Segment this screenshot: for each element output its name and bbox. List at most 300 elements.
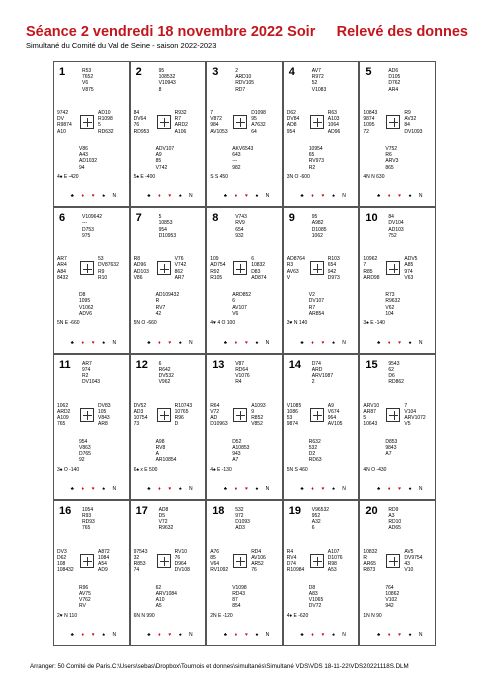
deal-number: 8 xyxy=(212,212,219,225)
suit-icon: ♦ xyxy=(311,632,314,639)
suit-icon: N xyxy=(112,632,117,639)
compass-box xyxy=(80,408,94,422)
deal-number: 17 xyxy=(135,504,148,517)
east-hand: A9 V674 964 AV105 xyxy=(327,402,343,428)
east-hand: R103 654 942 D973 xyxy=(327,256,340,281)
par-contract: 4♠ E -420 xyxy=(57,174,79,180)
suit-icon: ♠ xyxy=(179,485,182,492)
tricks-table xyxy=(210,474,273,500)
east-hand: R9 AV32 84 DV1093 xyxy=(404,110,423,135)
south-hand: AKV6543 643 --- 982 xyxy=(232,146,254,171)
footer-text: Arranger: 50 Comité de Paris.C:\Users\sebas\Dropbox\Tournois et donnes\simultanés\Simultané VDS\VDS 18-11-22\VDS20221118S.DLM xyxy=(30,663,409,670)
suit-icon: ♠ xyxy=(332,193,335,200)
deal-card xyxy=(53,207,130,353)
suit-icon: ♣ xyxy=(300,193,304,200)
suit-icon: N xyxy=(342,193,346,200)
compass-box xyxy=(386,408,400,422)
west-hand: 84 DV64 76 RD953 xyxy=(133,110,150,135)
east-hand: DV83 105 V843 AR8 xyxy=(98,402,111,428)
compass-box xyxy=(386,115,400,129)
deal-card xyxy=(283,61,360,207)
suit-icon: ♦ xyxy=(387,485,391,492)
tricks-table xyxy=(210,620,273,646)
suit-icon: ♦ xyxy=(81,485,85,492)
suit-icon: ♦ xyxy=(158,485,161,492)
east-hand: ADV5 A85 974 V63 xyxy=(404,256,418,281)
suit-icon: ♣ xyxy=(147,632,151,639)
deal-card xyxy=(359,207,436,353)
south-hand: V86 A43 AD1032 94 xyxy=(79,146,98,171)
tricks-header xyxy=(363,193,426,199)
suit-icon: ♥ xyxy=(398,193,402,200)
suit-icon: ♠ xyxy=(179,339,182,346)
east-hand: 6 10832 D83 AD874 xyxy=(251,256,267,281)
west-hand: 97543 32 R853 74 xyxy=(133,548,148,574)
north-hand: AV7 R972 52 V1083 xyxy=(311,68,327,93)
tricks-table xyxy=(134,474,197,500)
tricks-header xyxy=(210,340,273,346)
par-contract: 5N S 460 xyxy=(286,466,308,473)
compass-box xyxy=(157,261,171,275)
tricks-header xyxy=(210,193,273,199)
par-contract: 3♥ N 140 xyxy=(286,320,308,327)
north-hand: V743 RV9 654 932 xyxy=(235,214,247,239)
west-hand: V1085 1086 53 9874 xyxy=(286,402,302,428)
suit-icon: N xyxy=(265,339,270,346)
suit-icon: ♦ xyxy=(81,632,85,639)
tricks-header xyxy=(134,632,197,638)
deal-number: 10 xyxy=(365,212,378,225)
deal-card xyxy=(359,500,436,646)
par-contract: 4N N 630 xyxy=(363,174,385,180)
west-hand: 1062 ARD2 A109 765 xyxy=(57,402,71,428)
suit-icon: ♦ xyxy=(311,193,314,200)
tricks-header xyxy=(287,632,350,638)
suit-icon: ♠ xyxy=(102,632,106,639)
suit-icon: ♣ xyxy=(70,485,74,492)
west-hand: DV3 D62 108 108432 xyxy=(57,548,74,574)
west-hand: A76 85 V64 RV1092 xyxy=(210,548,229,574)
tricks-header xyxy=(363,632,426,638)
tricks-table xyxy=(134,620,197,646)
suit-icon: ♥ xyxy=(321,632,325,639)
suit-icon: N xyxy=(418,339,423,346)
suit-icon: ♠ xyxy=(408,193,412,200)
east-hand: RV10 76 D964 DV108 xyxy=(174,548,190,574)
west-hand: DV52 AD3 10754 73 xyxy=(133,402,148,428)
suit-icon: ♠ xyxy=(408,485,412,492)
south-hand: ADV107 A9 85 V742 xyxy=(155,146,175,171)
par-contract: 6♠ x E 500 xyxy=(133,466,158,473)
deal-number: 4 xyxy=(288,66,295,78)
tricks-header xyxy=(134,340,197,346)
deal-card xyxy=(130,61,207,207)
suit-icon: ♣ xyxy=(70,632,74,639)
tricks-table xyxy=(287,327,350,353)
tricks-table xyxy=(363,474,426,500)
deal-card xyxy=(206,207,283,353)
page-subtitle: Simultané du Comité du Val de Seine - saison 2022-2023 xyxy=(26,41,217,50)
par-contract: 5N E -660 xyxy=(57,320,80,327)
suit-icon: ♠ xyxy=(255,193,259,200)
suit-icon: N xyxy=(112,339,117,346)
suit-icon: N xyxy=(342,485,346,492)
suit-icon: ♦ xyxy=(158,193,161,200)
suit-icon: ♣ xyxy=(147,339,151,346)
south-hand: R73 R9632 V62 104 xyxy=(385,292,401,317)
par-contract: 2N E -120 xyxy=(210,612,233,619)
tricks-table xyxy=(134,327,197,353)
compass-box xyxy=(157,408,171,422)
suit-icon: N xyxy=(189,485,193,492)
tricks-header xyxy=(363,340,426,346)
suit-icon: ♠ xyxy=(332,632,335,639)
suit-icon: ♠ xyxy=(332,485,335,492)
deal-number: 6 xyxy=(59,212,66,225)
suit-icon: ♦ xyxy=(234,632,238,639)
deal-number: 12 xyxy=(135,358,148,371)
west-hand: 109 AD754 R92 R105 xyxy=(210,256,226,281)
suit-icon: N xyxy=(265,485,270,492)
suit-icon: ♦ xyxy=(387,632,391,639)
north-hand: 5 10853 954 D10953 xyxy=(158,214,177,239)
suit-icon: ♦ xyxy=(234,485,238,492)
suit-icon: ♦ xyxy=(158,339,161,346)
west-hand: R4 RV4 D74 R10984 xyxy=(286,548,305,574)
east-hand: A1093 9 R852 V852 xyxy=(251,402,266,428)
deal-number: 1 xyxy=(59,66,66,78)
compass-box xyxy=(310,115,324,129)
south-hand: ARD852 6 AV107 V6 xyxy=(232,292,252,317)
east-hand: AD10 R1098 5 RD632 xyxy=(98,110,114,135)
suit-icon: ♠ xyxy=(255,632,259,639)
tricks-header xyxy=(287,193,350,199)
suit-icon: ♥ xyxy=(91,339,95,346)
tricks-header xyxy=(57,632,120,638)
north-hand: D74 ARD ARV1087 2 xyxy=(311,360,334,386)
suit-icon: ♣ xyxy=(300,485,304,492)
tricks-header xyxy=(134,486,197,492)
suit-icon: ♣ xyxy=(70,339,74,346)
east-hand: R10743 10765 R96 D xyxy=(174,402,193,428)
suit-icon: N xyxy=(342,632,346,639)
south-hand: D8 A83 V1065 DV72 xyxy=(308,584,324,610)
deal-card xyxy=(130,354,207,500)
suit-icon: ♠ xyxy=(332,339,335,346)
south-hand: D52 A10853 943 A7 xyxy=(232,438,250,464)
west-hand: D62 DV84 AD8 954 xyxy=(286,110,300,135)
deal-number: 3 xyxy=(212,66,219,78)
north-hand: 9543 62 D6 RD862 xyxy=(388,360,404,386)
tricks-table xyxy=(287,620,350,646)
par-contract: 4♠ E -130 xyxy=(210,466,232,473)
deal-number: 2 xyxy=(135,66,142,78)
suit-icon: ♣ xyxy=(300,632,304,639)
compass-box xyxy=(310,261,324,275)
par-contract: 4N O -430 xyxy=(363,466,387,473)
south-hand: V752 R6 ARV3 865 xyxy=(385,146,399,171)
deal-number: 19 xyxy=(288,504,302,517)
deal-card xyxy=(359,354,436,500)
compass-box xyxy=(310,554,324,568)
suit-icon: ♠ xyxy=(179,632,182,639)
suit-icon: ♣ xyxy=(376,339,381,346)
compass-box xyxy=(233,554,247,568)
suit-icon: N xyxy=(112,193,117,200)
west-hand: 10962 7 R85 ARD98 xyxy=(363,256,380,281)
south-hand: AD109432 R RV7 42 xyxy=(155,292,180,317)
suit-icon: ♥ xyxy=(91,485,95,492)
suit-icon: ♥ xyxy=(91,193,95,200)
north-hand: AD6 D105 D762 AR4 xyxy=(388,68,401,93)
east-hand: 53 DV87632 R9 R10 xyxy=(98,256,119,281)
west-hand: ARV10 AR87 5 10643 xyxy=(363,402,380,428)
suit-icon: ♥ xyxy=(244,193,248,200)
south-hand: 764 10862 V102 942 xyxy=(385,584,400,610)
deal-card xyxy=(53,500,130,646)
suit-icon: ♥ xyxy=(244,339,248,346)
suit-icon: ♣ xyxy=(376,485,381,492)
suit-icon: ♣ xyxy=(223,485,228,492)
north-hand: 6 R642 DV532 V962 xyxy=(158,360,174,386)
suit-icon: ♦ xyxy=(234,193,238,200)
suit-icon: ♥ xyxy=(244,485,248,492)
par-contract: 4♦ E -620 xyxy=(286,612,309,619)
deal-number: 11 xyxy=(59,358,71,371)
tricks-header xyxy=(287,340,350,346)
deal-number: 13 xyxy=(212,358,225,371)
north-hand: V109642 --- D753 975 xyxy=(82,214,103,239)
suit-icon: ♦ xyxy=(158,632,161,639)
deal-card xyxy=(283,500,360,646)
compass-box xyxy=(80,261,94,275)
suit-icon: N xyxy=(418,632,423,639)
suit-icon: ♦ xyxy=(311,339,314,346)
north-hand: V87 RD64 V1076 R4 xyxy=(235,360,250,386)
page-right-title: Relevé des donnes xyxy=(336,24,468,40)
tricks-table xyxy=(363,620,426,646)
tricks-table xyxy=(363,181,426,207)
north-hand: 2 ARD10 RDV105 RD7 xyxy=(235,68,255,93)
deal-card xyxy=(206,354,283,500)
deal-number: 5 xyxy=(365,66,372,78)
north-hand: R53 7652 V6 V875 xyxy=(82,68,94,93)
suit-icon: ♠ xyxy=(102,339,106,346)
tricks-table xyxy=(210,181,273,207)
east-hand: A872 1084 A54 AD9 xyxy=(98,548,110,574)
suit-icon: ♠ xyxy=(255,339,259,346)
suit-icon: ♣ xyxy=(223,632,228,639)
south-hand: V1098 RD43 87 854 xyxy=(232,584,247,610)
par-contract: 4♥ 4 O 100 xyxy=(210,320,236,327)
tricks-table xyxy=(287,474,350,500)
west-hand: AR7 AR4 A84 8432 xyxy=(57,256,69,281)
deal-number: 16 xyxy=(59,504,72,517)
suit-icon: ♣ xyxy=(223,339,228,346)
tricks-header xyxy=(57,486,120,492)
west-hand: 7 V872 984 AV1053 xyxy=(210,110,228,135)
deal-card xyxy=(206,500,283,646)
suit-icon: N xyxy=(418,485,423,492)
compass-box xyxy=(157,554,171,568)
tricks-header xyxy=(210,632,273,638)
south-hand: 10954 65 RV973 R2 xyxy=(308,146,324,171)
west-hand: R8 AD96 AD103 V86 xyxy=(133,256,149,281)
south-hand: R96 AV75 V762 RV xyxy=(79,584,91,610)
suit-icon: ♣ xyxy=(147,193,151,200)
suit-icon: ♣ xyxy=(70,193,74,200)
suit-icon: ♣ xyxy=(376,193,381,200)
suit-icon: ♦ xyxy=(81,339,85,346)
tricks-table xyxy=(134,181,197,207)
compass-box xyxy=(80,554,94,568)
north-hand: 95 A982 D1085 1062 xyxy=(311,214,327,239)
suit-icon: ♥ xyxy=(168,485,172,492)
deal-number: 20 xyxy=(365,504,378,517)
suit-icon: ♥ xyxy=(244,632,248,639)
deal-card xyxy=(53,354,130,500)
suit-icon: N xyxy=(418,193,423,200)
deal-card xyxy=(130,500,207,646)
deal-card xyxy=(283,207,360,353)
south-hand: D8 1095 V1062 ADV6 xyxy=(79,292,94,317)
suit-icon: ♠ xyxy=(102,485,106,492)
suit-icon: ♥ xyxy=(398,339,402,346)
west-hand: R64 V72 AD D10963 xyxy=(210,402,228,428)
suit-icon: N xyxy=(189,193,193,200)
east-hand: A107 D1076 R98 A53 xyxy=(327,548,343,574)
south-hand: R632 532 D2 RD63 xyxy=(308,438,322,464)
tricks-table xyxy=(210,327,273,353)
deal-card xyxy=(359,61,436,207)
west-hand: 10843 9874 1095 72 xyxy=(363,110,378,135)
deal-card xyxy=(130,207,207,353)
suit-icon: ♥ xyxy=(168,193,172,200)
west-hand: 10832 R AR65 R873 xyxy=(363,548,378,574)
south-hand: V2 DV107 R7 AR854 xyxy=(308,292,325,317)
north-hand: AD8 D5 V72 R9632 xyxy=(158,506,174,532)
suit-icon: ♥ xyxy=(321,485,325,492)
north-hand: 1054 R93 RD93 765 xyxy=(82,506,95,532)
compass-box xyxy=(233,408,247,422)
suit-icon: ♥ xyxy=(321,193,325,200)
deal-number: 7 xyxy=(135,212,142,225)
par-contract: 3N O -600 xyxy=(286,174,310,180)
compass-box xyxy=(233,115,247,129)
tricks-header xyxy=(287,486,350,492)
south-hand: 954 V863 D765 92 xyxy=(79,438,91,464)
east-hand: 7 V104 ARV1072 V5 xyxy=(404,402,426,428)
north-hand: 84 DV104 AD103 752 xyxy=(388,214,404,239)
suit-icon: ♥ xyxy=(168,339,172,346)
par-contract: 3♠ E -140 xyxy=(363,320,385,327)
west-hand: AD8764 R3 AV63 V xyxy=(286,256,305,281)
south-hand: 62 ARV1084 A10 A5 xyxy=(155,584,177,610)
suit-icon: ♠ xyxy=(179,193,182,200)
compass-box xyxy=(386,554,400,568)
page-title: Séance 2 vendredi 18 novembre 2022 Soir xyxy=(26,24,316,40)
suit-icon: ♠ xyxy=(102,193,106,200)
suit-icon: N xyxy=(112,485,117,492)
suit-icon: ♥ xyxy=(91,632,95,639)
deal-grid xyxy=(53,61,436,646)
east-hand: R932 R7 ARD2 A106 xyxy=(174,110,188,135)
north-hand: 95 108532 V10943 8 xyxy=(158,68,176,93)
east-hand: V76 V742 862 AR7 xyxy=(174,256,187,281)
deal-card xyxy=(53,61,130,207)
compass-box xyxy=(80,115,94,129)
tricks-header xyxy=(363,486,426,492)
tricks-header xyxy=(134,193,197,199)
north-hand: 532 972 D1093 AD3 xyxy=(235,506,250,532)
suit-icon: ♣ xyxy=(300,339,304,346)
north-hand: V96532 952 A32 6 xyxy=(311,506,330,532)
suit-icon: N xyxy=(265,193,270,200)
deal-number: 14 xyxy=(288,358,302,371)
north-hand: AR7 974 R2 DV1043 xyxy=(82,360,101,386)
suit-icon: ♦ xyxy=(234,339,238,346)
south-hand: A98 RV8 A AR10854 xyxy=(155,438,177,464)
deal-card xyxy=(283,354,360,500)
par-contract: 2♥ N 110 xyxy=(57,612,78,619)
suit-icon: ♣ xyxy=(376,632,381,639)
suit-icon: N xyxy=(189,339,193,346)
suit-icon: ♠ xyxy=(255,485,259,492)
tricks-header xyxy=(210,486,273,492)
suit-icon: ♦ xyxy=(311,485,314,492)
south-hand: D853 9843 A7 xyxy=(385,438,398,457)
compass-box xyxy=(386,261,400,275)
suit-icon: ♠ xyxy=(408,632,412,639)
suit-icon: ♦ xyxy=(387,193,391,200)
east-hand: D1098 95 A7632 64 xyxy=(251,110,266,135)
tricks-header xyxy=(57,193,120,199)
par-contract: 6N N 990 xyxy=(133,612,155,619)
suit-icon: ♥ xyxy=(321,339,325,346)
tricks-table xyxy=(57,327,120,353)
par-contract: 5N O -660 xyxy=(133,320,157,327)
tricks-table xyxy=(57,474,120,500)
suit-icon: ♥ xyxy=(398,485,402,492)
suit-icon: N xyxy=(265,632,270,639)
tricks-table xyxy=(287,181,350,207)
deal-number: 9 xyxy=(288,212,295,225)
east-hand: R63 A103 1064 AD96 xyxy=(327,110,341,135)
suit-icon: N xyxy=(189,632,193,639)
par-contract: S S 450 xyxy=(210,174,228,180)
east-hand: RD4 AV106 AR52 76 xyxy=(251,548,266,574)
suit-icon: ♣ xyxy=(223,193,228,200)
tricks-table xyxy=(363,327,426,353)
tricks-table xyxy=(57,620,120,646)
north-hand: RD9 A3 RD10 AD65 xyxy=(388,506,402,532)
tricks-header xyxy=(57,340,120,346)
par-contract: 3♠ O -140 xyxy=(57,466,80,473)
suit-icon: ♠ xyxy=(408,339,412,346)
par-contract: 5♠ E -400 xyxy=(133,174,156,180)
east-hand: AV5 DV9754 43 V10 xyxy=(404,548,423,574)
west-hand: 9742 DV R9874 A10 xyxy=(57,110,72,135)
suit-icon: N xyxy=(342,339,346,346)
suit-icon: ♣ xyxy=(147,485,151,492)
suit-icon: ♦ xyxy=(387,339,391,346)
deal-number: 18 xyxy=(212,504,225,517)
tricks-table xyxy=(57,181,120,207)
par-contract: 1N N 90 xyxy=(363,612,382,619)
deal-card xyxy=(206,61,283,207)
suit-icon: ♥ xyxy=(168,632,172,639)
suit-icon: ♥ xyxy=(398,632,402,639)
